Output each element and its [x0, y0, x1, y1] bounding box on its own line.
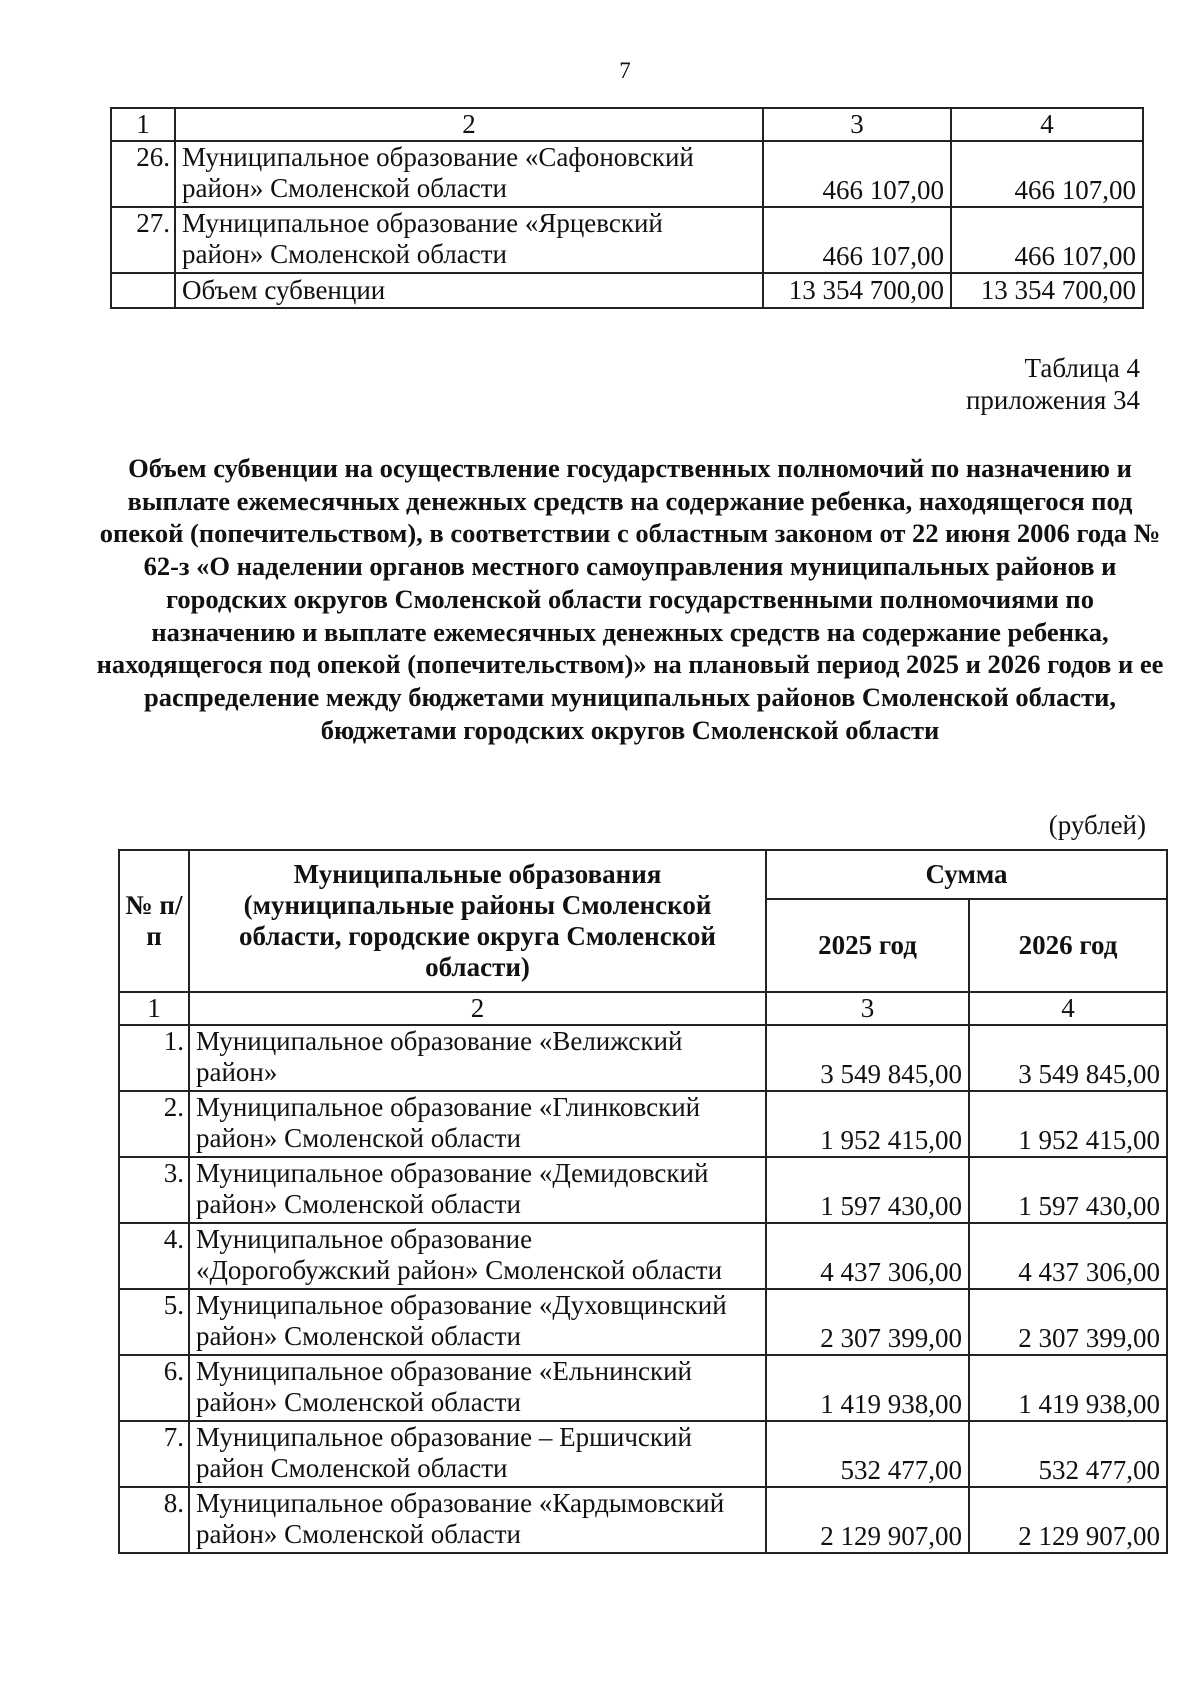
row-number: 5. — [119, 1289, 189, 1355]
municipality-name: Муниципальное образование «Духовщинский район» Смоленской области — [189, 1289, 766, 1355]
row-number: 6. — [119, 1355, 189, 1421]
amount-2026: 3 549 845,00 — [969, 1025, 1167, 1091]
page-number: 7 — [619, 58, 631, 83]
unit-label: (рублей) — [1048, 810, 1146, 840]
table-row — [119, 1421, 1167, 1487]
allocation-table — [118, 849, 1168, 1554]
table-row — [119, 1025, 1167, 1091]
column-number: 1 — [119, 992, 189, 1025]
column-number: 4 — [951, 108, 1143, 141]
table-label — [966, 352, 1140, 416]
amount-2026: 1 597 430,00 — [969, 1157, 1167, 1223]
amount-2026: 1 419 938,00 — [969, 1355, 1167, 1421]
row-number: 27. — [111, 207, 175, 273]
municipality-name: Муниципальное образование «Кардымовский район» Смоленской области — [189, 1487, 766, 1553]
column-number: 1 — [111, 108, 175, 141]
municipality-name: Муниципальное образование «Дорогобужский район» Смоленской области — [189, 1223, 766, 1289]
header-2026: 2026 год — [969, 899, 1167, 992]
table-row — [111, 207, 1143, 273]
amount-2025: 2 307 399,00 — [766, 1289, 969, 1355]
municipality-name: Муниципальное образование «Ельнинский район» Смоленской области — [189, 1355, 766, 1421]
municipality-name: Муниципальное образование «Велижский район» — [189, 1025, 766, 1091]
amount-2026: 2 129 907,00 — [969, 1487, 1167, 1553]
amount-2026: 466 107,00 — [951, 141, 1143, 207]
total-2026: 13 354 700,00 — [951, 273, 1143, 308]
table-row — [119, 1223, 1167, 1289]
amount-2025: 1 597 430,00 — [766, 1157, 969, 1223]
row-number: 4. — [119, 1223, 189, 1289]
municipality-name: Муниципальное образование «Сафоновский район» Смоленской области — [175, 141, 763, 207]
column-number: 3 — [763, 108, 951, 141]
amount-2025: 466 107,00 — [763, 207, 951, 273]
amount-2025: 1 419 938,00 — [766, 1355, 969, 1421]
amount-2025: 4 437 306,00 — [766, 1223, 969, 1289]
table-row — [111, 141, 1143, 207]
total-2025: 13 354 700,00 — [763, 273, 951, 308]
amount-2026: 466 107,00 — [951, 207, 1143, 273]
total-row — [111, 273, 1143, 308]
table-row — [119, 1487, 1167, 1553]
row-number: 26. — [111, 141, 175, 207]
header-2025: 2025 год — [766, 899, 969, 992]
header-sum: Сумма — [766, 850, 1167, 899]
amount-2025: 532 477,00 — [766, 1421, 969, 1487]
row-number: 1. — [119, 1025, 189, 1091]
amount-2026: 2 307 399,00 — [969, 1289, 1167, 1355]
municipality-name: Муниципальное образование «Глинковский район» Смоленской области — [189, 1091, 766, 1157]
document-title: Объем субвенции на осуществление государственных полномочий по назначению и выплате ежемесячных денежных средств на содержание ребенка, находящегося под опекой (попечительством), в соответствии с областным законом от 22 июня 2006 года № 62-з «О наделении органов местного самоуправления муниципальных районов и городских округов Смоленской области государственными полномочиями по назначению и выплате ежемесячных денежных средств на содержание ребенка, находящегося под опекой (попечительством)» на плановый период 2025 и 2026 годов и ее распределение между бюджетами муниципальных районов Смоленской области, бюджетами городских округов Смоленской области — [96, 453, 1164, 745]
amount-2026: 1 952 415,00 — [969, 1091, 1167, 1157]
continuation-table — [110, 107, 1144, 309]
empty-cell — [111, 273, 175, 308]
row-number: 7. — [119, 1421, 189, 1487]
row-number: 2. — [119, 1091, 189, 1157]
table-row — [119, 1355, 1167, 1421]
municipality-name: Муниципальное образование «Демидовский район» Смоленской области — [189, 1157, 766, 1223]
amount-2026: 532 477,00 — [969, 1421, 1167, 1487]
amount-2026: 4 437 306,00 — [969, 1223, 1167, 1289]
column-number-row — [111, 108, 1143, 141]
header-row — [119, 850, 1167, 899]
amount-2025: 466 107,00 — [763, 141, 951, 207]
table-number: Таблица 4 — [1024, 353, 1140, 383]
header-number: № п/п — [119, 850, 189, 992]
total-label: Объем субвенции — [175, 273, 763, 308]
municipality-name: Муниципальное образование «Ярцевский район» Смоленской области — [175, 207, 763, 273]
table-row — [119, 1289, 1167, 1355]
column-number: 4 — [969, 992, 1167, 1025]
row-number: 8. — [119, 1487, 189, 1553]
column-number-row — [119, 992, 1167, 1025]
header-municipal: Муниципальные образования (муниципальные районы Смоленской области, городские округа Смоленской области) — [189, 850, 766, 992]
column-number: 2 — [189, 992, 766, 1025]
amount-2025: 3 549 845,00 — [766, 1025, 969, 1091]
table-row — [119, 1157, 1167, 1223]
column-number: 3 — [766, 992, 969, 1025]
appendix-reference: приложения 34 — [965, 385, 1140, 415]
column-number: 2 — [175, 108, 763, 141]
table-row — [119, 1091, 1167, 1157]
row-number: 3. — [119, 1157, 189, 1223]
amount-2025: 2 129 907,00 — [766, 1487, 969, 1553]
amount-2025: 1 952 415,00 — [766, 1091, 969, 1157]
municipality-name: Муниципальное образование – Ершичский район Смоленской области — [189, 1421, 766, 1487]
